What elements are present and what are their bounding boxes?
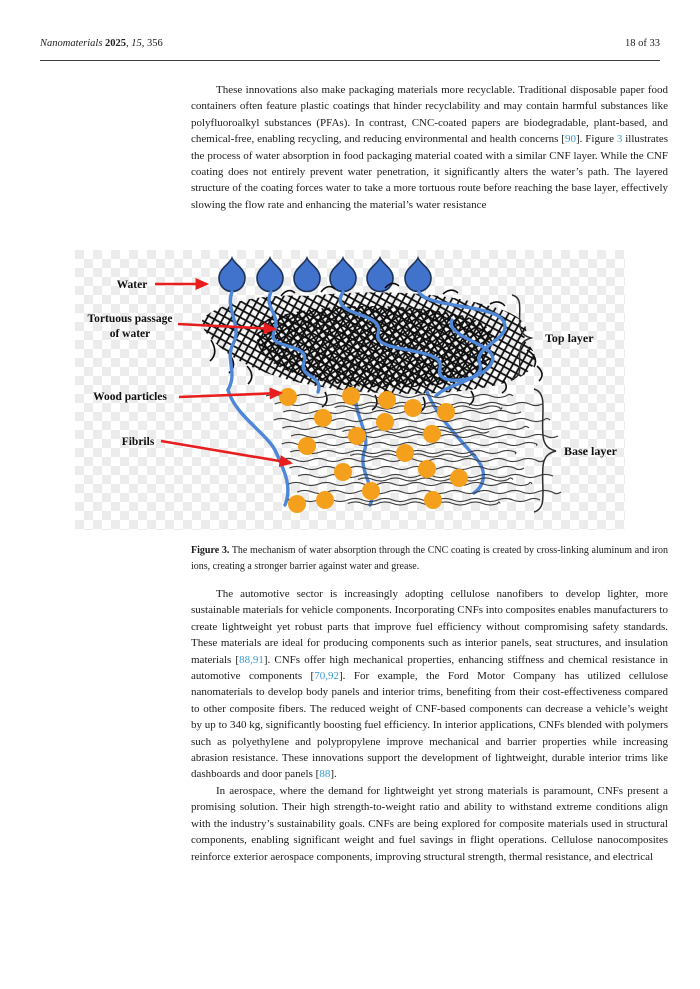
text-segment: ]. <box>330 768 337 781</box>
text-segment: The mechanism of water absorption through the CNC coating is created by cross-linking aluminum and iron ions, creating a stronger barrier against water and grease. <box>191 545 668 572</box>
text-segment: In aerospace, where the demand for lightweight yet strong materials is paramount, CNFs present a promising solution. Their high strength-to-weight ratio and ability to withstand extreme conditions align with the industry’s sustainability goals. CNFs are being explored for composite materials used in structural components, enabling significant weight and fuel savings in flight operations. Cellulose nanocomposites reinforce exterior aerospace components, improving structural strength, thermal resistance, and electrical <box>191 784 668 863</box>
wood-particle-icon <box>404 399 422 417</box>
paragraph-block-2 <box>191 586 668 865</box>
wood-particle-icon <box>424 491 442 509</box>
text-segment: illustrates the process of water absorption in food packaging material coated with a similar CNF layer. While the CNF coating does not entirely prevent water penetration, it significantly alters the water’s path. The layered structure of the coating forces water to take a more tortuous route before reaching the base layer, effectively slowing the flow rate and enhancing the material’s water resistance <box>191 133 668 211</box>
text-segment: Figure 3. <box>191 545 230 556</box>
label-tortuous-line1: Tortuous passage <box>87 313 173 325</box>
wood-particle-icon <box>334 463 352 481</box>
text-segment: , <box>126 38 132 49</box>
caption-text <box>191 543 668 574</box>
wood-particle-icon <box>450 469 468 487</box>
wood-particle-icon <box>396 444 414 462</box>
wood-particle-icon <box>348 427 366 445</box>
text-segment: Nanomaterials <box>40 38 106 49</box>
wood-particle-icon <box>298 437 316 455</box>
label-wood-particles: Wood particles <box>93 391 167 403</box>
wood-particle-icon <box>342 387 360 405</box>
citation-link[interactable]: 88 <box>319 768 331 781</box>
wood-particle-icon <box>314 409 332 427</box>
citation-link[interactable]: 88,91 <box>239 653 264 666</box>
figure-3-canvas <box>75 250 625 530</box>
journal-citation <box>40 38 163 49</box>
text-segment: 2025 <box>105 38 127 49</box>
paragraph <box>191 586 668 783</box>
citation-link[interactable]: 90 <box>564 133 576 146</box>
wood-particle-icon <box>279 388 297 406</box>
figure-caption <box>191 543 668 574</box>
text-segment: , 356 <box>141 38 163 49</box>
citation-link[interactable]: 70,92 <box>314 670 339 683</box>
figure-3-diagram <box>75 250 625 530</box>
paragraph <box>191 783 668 865</box>
text-segment: ]. Figure <box>575 133 617 146</box>
wood-particle-icon <box>437 403 455 421</box>
wood-particle-icon <box>378 391 396 409</box>
label-fibrils: Fibrils <box>121 436 155 448</box>
label-top-layer: Top layer <box>545 331 594 345</box>
page-header <box>40 38 660 49</box>
wood-particle-icon <box>376 413 394 431</box>
text-segment: 15 <box>131 38 142 49</box>
header-divider <box>40 60 660 61</box>
text-segment: These innovations also make packaging materials more recyclable. Traditional disposable paper food containers often feature plastic coatings that hinder recyclability and may contain harmful substances like polyfluoroalkyl substances (PFAs). In contrast, CNC-coated papers are biodegradable, plant-based, and chemical-free, enabling recycling, and reducing environmental and health concerns [ <box>191 84 668 146</box>
wood-particle-icon <box>362 482 380 500</box>
label-water: Water <box>116 279 148 291</box>
paragraph <box>191 82 668 213</box>
text-segment: The automotive sector is increasingly adopting cellulose nanofibers to develop lighter, more sustainable materials for vehicle components. Incorporating CNFs into composites enables manufacturers to create lightweight yet robust parts that improve fuel efficiency without compromising safety standards. These materials are ideal for producing components such as interior panels, seat structures, and insulation materials [ <box>191 588 668 666</box>
citation-link[interactable]: 3 <box>616 133 623 146</box>
wood-particle-icon <box>288 495 306 513</box>
label-base-layer: Base layer <box>564 444 617 458</box>
text-segment: ]. For example, the Ford Motor Company has utilized cellulose nanomaterials to develop body panels and interior trims, benefiting from their cost-effectiveness compared to other composite fibers. The reduced weight of CNF-based components can decrease a vehicle’s weight by up to 340 kg, significantly boosting fuel efficiency. In interior applications, CNFs blended with polymers such as polyethylene and polypropylene improve mechanical and barrier properties while increasing abrasion resistance. These innovations support the development of lightweight, durable interior trims like dashboards and door panels [ <box>191 670 668 781</box>
wood-particle-icon <box>418 460 436 478</box>
label-tortuous-line2: of water <box>109 328 151 340</box>
paragraph-block-1 <box>191 82 668 213</box>
text-segment: ]. CNFs offer high mechanical properties, enhancing stiffness and chemical resistance in automotive components [ <box>191 653 668 683</box>
wood-particle-icon <box>316 491 334 509</box>
page-number: 18 of 33 <box>625 38 660 49</box>
wood-particle-icon <box>423 425 441 443</box>
